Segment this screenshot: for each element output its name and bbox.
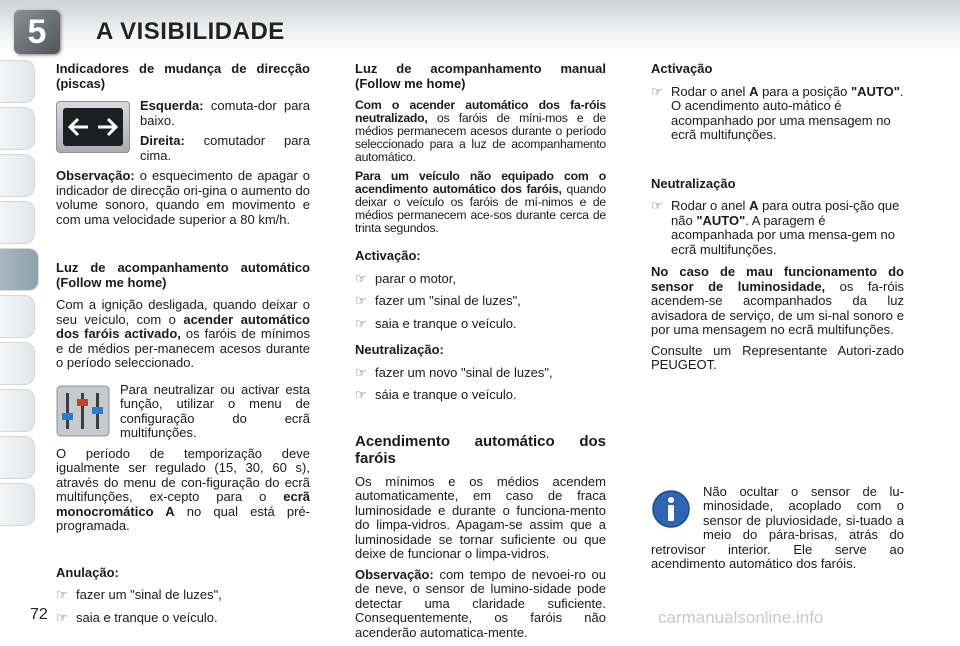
chapter-tab[interactable] [0, 60, 35, 103]
page-number: 72 [30, 606, 48, 623]
observation-note: Observação: com tempo de nevoei-ro ou de neve, o sensor de lumino-sidade pode detectar uma claridade suficiente. Consequentemente, os faróis não acenderão automatica-mente. [355, 566, 606, 640]
left-indicator: Esquerda: comuta-dor para baixo. [140, 98, 310, 128]
list-item: ☞ Rodar o anel A para a posição "AUTO". O acendimento auto-mático é acompanhado por uma mensagem no ecrã multifunções. [651, 83, 904, 142]
list-item: ☞ fazer um "sinal de luzes", [56, 587, 222, 602]
settings-sliders-icon [56, 385, 110, 437]
column-3 [651, 62, 904, 578]
column-2 [355, 62, 606, 646]
chapter-number: 5 [14, 10, 60, 54]
chapter-tab[interactable] [0, 483, 35, 526]
hand-pointer-icon: ☞ [355, 364, 367, 380]
list-item: ☞ saia e tranque o veículo. [56, 609, 218, 625]
hand-pointer-icon: ☞ [651, 198, 663, 213]
chapter-tab-active[interactable] [0, 248, 39, 291]
chapter-tab[interactable] [0, 436, 35, 479]
paragraph: Os mínimos e os médios acendem automaticamente, em caso de fraca luminosidade e durante o funciona-mento do limpa-vidros. Apagam-se assim que a luminosidade se tornar suficiente ou que deixe de funcionar o limpa-vidros. [355, 473, 606, 561]
chapter-tab[interactable] [0, 201, 35, 244]
info-note: Não ocultar o sensor de lu-minosidade, acoplado com o sensor de pluviosidade, si-tuado a meio do pára-brisas, atrás do retrovisor interior. Ele serve ao acendimento automático dos faróis. [651, 483, 904, 571]
hand-pointer-icon: ☞ [355, 293, 367, 308]
timer-note: O período de temporização deve igualmente ser regulado (15, 30, 60 s), através do menu de con-figuração do ecrã multifunções, ex-cepto para o ecrã monocromático A no qual está pré-programada. [56, 445, 310, 533]
column-1 [56, 62, 310, 633]
list-item: ☞ parar o motor, [355, 270, 456, 286]
observation-note: Observação: o esquecimento de apagar o indicador de direcção ori-gina o aumento do volume sonoro, quando em movimento e com uma velocidade superior a 80 km/h. [56, 168, 310, 227]
hand-pointer-icon: ☞ [355, 270, 367, 286]
chapter-tab[interactable] [0, 342, 35, 385]
chapter-tab[interactable] [0, 154, 35, 197]
hand-pointer-icon: ☞ [56, 587, 68, 602]
config-note: Para neutralizar ou activar esta função, utilizar o menu de configuração do ecrã multifunções. [120, 381, 310, 440]
watermark: carmanualsonline.info [658, 608, 824, 627]
section-heading: Neutralização: [355, 342, 444, 357]
malfunction-note: No caso de mau funcionamento do sensor de luminosidade, os fa-róis acendem-se acompanhados da luz avisadora de serviço, de um si-nal sonoro e por uma mensagem no ecrã multifunções. [651, 264, 904, 337]
section-heading-large: Acendimento automático dos faróis [355, 432, 606, 467]
section-heading: Anulação: [56, 564, 119, 580]
section-heading: Luz de acompanhamento manual (Follow me home) [355, 61, 606, 91]
page-title: A VISIBILIDADE [96, 18, 285, 45]
section-heading: Luz de acompanhamento automático (Follow me home) [56, 260, 310, 290]
chapter-tab[interactable] [0, 295, 35, 338]
list-item: ☞ fazer um "sinal de luzes", [355, 293, 521, 308]
hand-pointer-icon: ☞ [56, 609, 68, 625]
paragraph: Para um veículo não equipado com o acendimento automático dos faróis, quando deixar o veículo os faróis de mí-nimos e de médios permanecem ace-sos durante cerca de trinta segundos. [355, 169, 606, 235]
turn-signal-arrows-icon [56, 101, 130, 153]
paragraph: Com o acender automático dos fa-róis neutralizado, os faróis de míni-mos e de médios permanecem acesos durante o período seleccionado para a luz de acompanhamento automático. [355, 98, 606, 164]
side-tabs [0, 60, 40, 530]
section-heading: Activação: [355, 248, 421, 263]
chapter-tab[interactable] [0, 107, 35, 150]
section-heading: Neutralização [651, 175, 736, 191]
chapter-tab[interactable] [0, 389, 35, 432]
hand-pointer-icon: ☞ [651, 83, 663, 99]
section-heading: Indicadores de mudança de direcção (piscas) [56, 61, 310, 91]
paragraph: Com a ignição desligada, quando deixar o seu veículo, com o acender automático dos faróis activado, os faróis de mínimos e de médios per-manecem acesos durante o período seleccionado. [56, 297, 311, 370]
list-item: ☞ sáia e tranque o veículo. [355, 387, 517, 402]
hand-pointer-icon: ☞ [355, 315, 367, 331]
info-icon [651, 489, 691, 529]
list-item: ☞ Rodar o anel A para outra posi-ção que não "AUTO". A paragem é acompanhada por uma mensa-gem no ecrã multifunções. [651, 198, 900, 257]
hand-pointer-icon: ☞ [355, 387, 367, 402]
consult-note: Consulte um Representante Autori-zado PEUGEOT. [651, 342, 904, 372]
right-indicator: Direita: comutador para cima. [140, 133, 310, 163]
list-item: ☞ saia e tranque o veículo. [355, 315, 517, 331]
list-item: ☞ fazer um novo "sinal de luzes", [355, 364, 553, 380]
section-heading: Activação [651, 61, 713, 76]
